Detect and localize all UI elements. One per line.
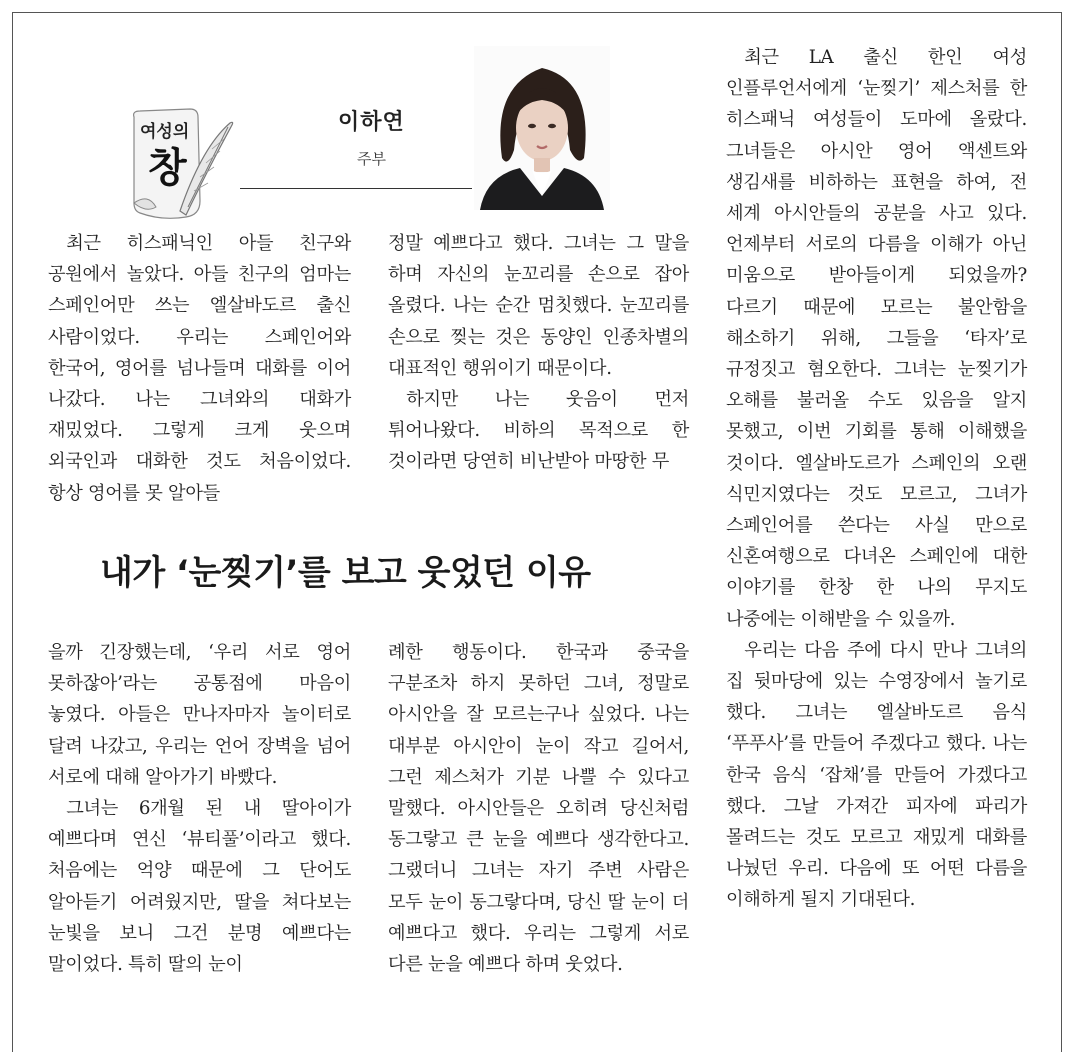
article-col1-bottom <box>48 637 351 980</box>
paragraph: 하지만 나는 웃음이 먼저 튀어나왔다. 비하의 목적으로 한 것이라면 당연히 비난받아 마땅한 무 <box>388 389 689 473</box>
author-name: 이하연 <box>338 110 405 135</box>
paragraph: 최근 LA 출신 한인 여성 인플루언서에게 ‘눈찢기’ 제스처를 한 히스패닉 여성들이 도마에 올랐다. 그녀들은 아시안 영어 액센트와 생김새를 비하하는 표현을 하여, 전 세계 아시안들의 공분을 사고 있다. 언제부터 서로의 다름을 이해가 아닌 미움으로 받아들이게 되었을까? 다르기 때문에 모르는 불안함을 해소하기 위해, 그들을 ‘타자’로 규정짓고 혐오한다. 그녀는 눈찢기가 오해를 불러올 수도 있음을 알지 못했고, 이번 기회를 통해 이해했을 것이다. 엘살바도르가 스페인의 오랜 식민지였다는 것도 모르고, 그녀가 스페인어를 쓴다는 사실 만으로 신혼여행으로 다녀온 스페인에 대한 이야기를 한창 한 나의 무지도 나중에는 이해받을 수 있을까. <box>726 47 1027 630</box>
article-col3 <box>726 42 1027 916</box>
paragraph: 정말 예쁘다고 했다. 그녀는 그 말을 하며 자신의 눈꼬리를 손으로 잡아 올렸다. 나는 순간 멈칫했다. 눈꼬리를 손으로 찢는 것은 동양인 인종차별의 대표적인 행위이기 때문이다. <box>388 233 689 379</box>
paragraph: 그녀는 6개월 된 내 딸아이가 예쁘다며 연신 ‘뷰티풀’이라고 했다. 처음에는 억양 때문에 그 단어도 알아듣기 어려웠지만, 딸을 쳐다보는 눈빛을 보니 그건 분명 예쁘다는 말이었다. 특히 딸의 눈이 <box>48 798 351 976</box>
column-logo-text: 여성의 <box>140 122 190 141</box>
paragraph: 우리는 다음 주에 다시 만나 그녀의 집 뒷마당에 있는 수영장에서 놀기로 했다. 그녀는 엘살바도르 음식 ‘푸푸사’를 만들어 주겠다고 했다. 나는 한국 음식 ‘잡채’를 만들어 가겠다고 했다. 그날 가져간 피자에 파리가 몰려드는 것도 모르고 재밌게 대화를 나눴던 우리. 다음에 또 어떤 다름을 이해하게 될지 기대된다. <box>726 639 1027 911</box>
article-col2-bottom <box>388 637 689 980</box>
quill-feather-icon <box>128 103 238 223</box>
author-portrait <box>474 46 610 210</box>
author-role: 주부 <box>357 150 386 168</box>
byline-divider <box>240 188 472 189</box>
headline: 내가 ‘눈찢기’를 보고 웃었던 이유 <box>100 553 591 593</box>
paragraph: 최근 히스패닉인 아들 친구와 공원에서 놀았다. 아들 친구의 엄마는 스페인어만 쓰는 엘살바도르 출신 사람이었다. 우리는 스페인어와 한국어, 영어를 넘나들며 대화를 이어 나갔다. 나는 그녀와의 대화가 재밌었다. 그렇게 크게 웃으며 외국인과 대화한 것도 처음이었다. 항상 영어를 못 알아들 <box>48 233 351 504</box>
article-col2-top <box>388 228 689 478</box>
article-col1-top <box>48 228 351 509</box>
paragraph: 을까 긴장했는데, ‘우리 서로 영어 못하잖아’라는 공통점에 마음이 놓였다. 아들은 만나자마자 놀이터로 달려 나갔고, 우리는 언어 장벽을 넘어 서로에 대해 알아가기 바빴다. <box>48 642 351 788</box>
column-logo-badge <box>128 103 238 223</box>
svg-text:창: 창 <box>148 145 187 190</box>
paragraph: 례한 행동이다. 한국과 중국을 구분조차 하지 못하던 그녀, 정말로 아시안을 잘 모르는구나 싶었다. 나는 대부분 아시안이 눈이 작고 길어서, 그런 제스처가 기분 나쁠 수 있다고 말했다. 아시안들은 오히려 당신처럼 동그랗고 큰 눈을 예쁘다 생각한다고. 그랬더니 그녀는 자기 주변 사람은 모두 눈이 동그랗다며, 당신 딸 눈이 더 예쁘다고 했다. 우리는 그렇게 서로 다른 눈을 예쁘다 하며 웃었다. <box>388 642 689 976</box>
